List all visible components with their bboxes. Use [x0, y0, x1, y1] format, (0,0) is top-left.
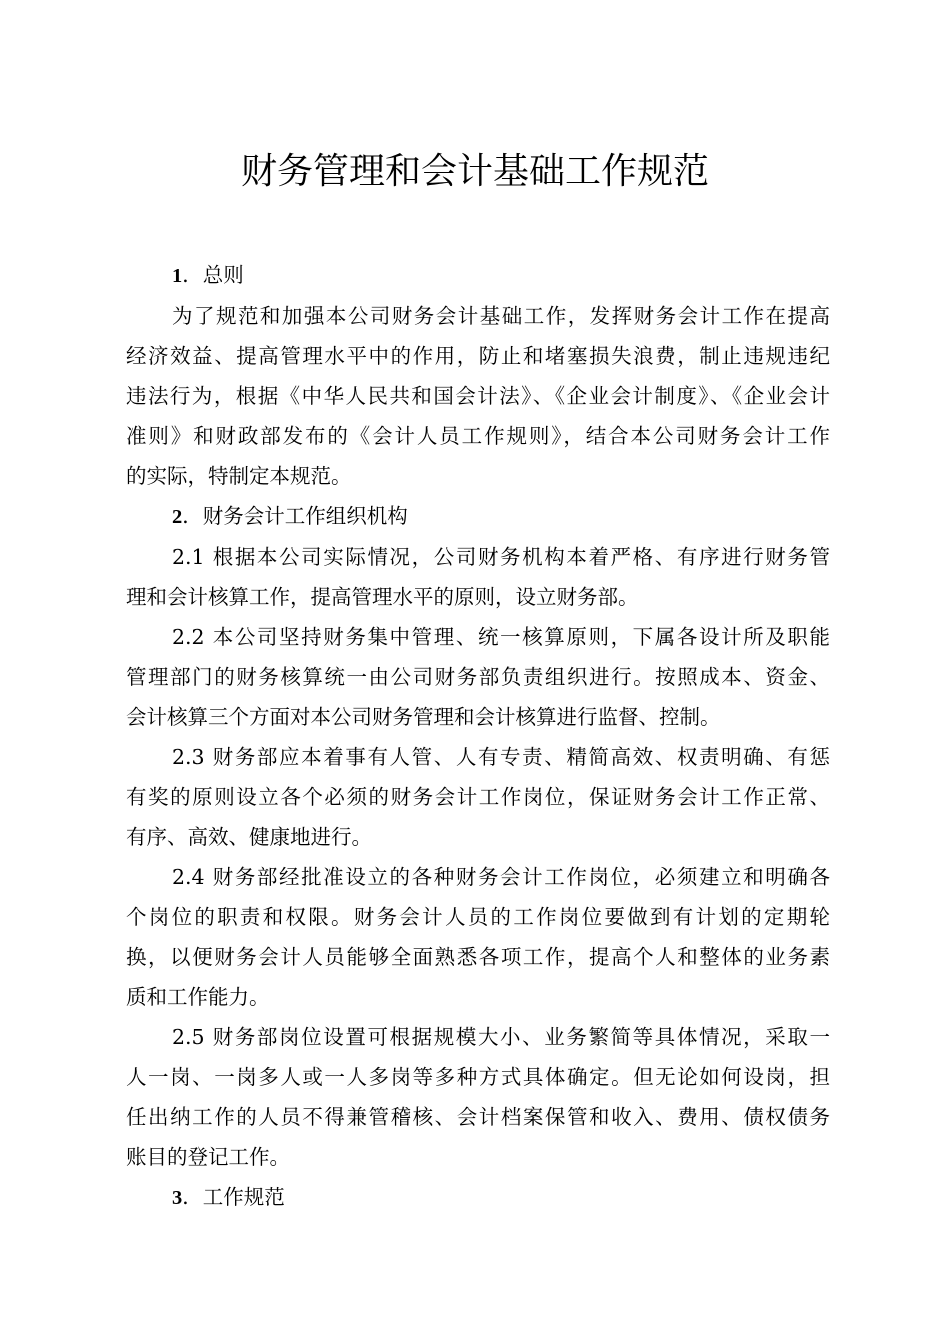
- text-line: 2.4 财务部经批准设立的各种财务会计工作岗位，必须建立和明确各: [172, 865, 830, 889]
- text-line: 任出纳工作的人员不得兼管稽核、会计档案保管和收入、费用、债权债务: [126, 1105, 830, 1129]
- text-line: 有奖的原则设立各个必须的财务会计工作岗位，保证财务会计工作正常、: [126, 785, 830, 809]
- text-line: 2.3 财务部应本着事有人管、人有专责、精简高效、权责明确、有惩: [172, 745, 830, 769]
- section-label: ．工作规范: [182, 1185, 285, 1209]
- text-line: 2.1 根据本公司实际情况，公司财务机构本着严格、有序进行财务管: [172, 545, 830, 569]
- document-body: [126, 255, 830, 1218]
- text-line: 个岗位的职责和权限。财务会计人员的工作岗位要做到有计划的定期轮: [126, 905, 830, 929]
- section-number: 3: [172, 1187, 183, 1209]
- document-title: 财务管理和会计基础工作规范: [240, 151, 709, 192]
- text-line: 违法行为，根据《中华人民共和国会计法》、《企业会计制度》、《企业会计: [126, 384, 830, 408]
- paragraph-2-4: [126, 857, 830, 1017]
- text-line: 准则》和财政部发布的《会计人员工作规则》，结合本公司财务会计工作: [126, 424, 830, 448]
- text-line: 人一岗、一岗多人或一人多岗等多种方式具体确定。但无论如何设岗，担: [126, 1065, 830, 1089]
- paragraph-2-3: [126, 737, 830, 857]
- section-label: ．总则: [182, 263, 244, 287]
- section-heading-3: [126, 1177, 830, 1218]
- paragraph-2-1: [126, 537, 830, 617]
- text-line: 有序、高效、健康地进行。: [126, 825, 372, 849]
- text-line: 会计核算三个方面对本公司财务管理和会计核算进行监督、控制。: [126, 705, 721, 729]
- paragraph-2-2: [126, 617, 830, 737]
- text-line: 质和工作能力。: [126, 985, 270, 1009]
- text-line: 2.2 本公司坚持财务集中管理、统一核算原则，下属各设计所及职能: [172, 625, 830, 649]
- paragraph-2-5: [126, 1017, 830, 1177]
- text-line: 为了规范和加强本公司财务会计基础工作，发挥财务会计工作在提高: [172, 304, 830, 328]
- text-line: 管理部门的财务核算统一由公司财务部负责组织进行。按照成本、资金、: [126, 665, 830, 689]
- paragraph-general: [126, 296, 830, 496]
- text-line: 账目的登记工作。: [126, 1145, 290, 1169]
- section-number: 2: [172, 506, 183, 528]
- text-line: 经济效益、提高管理水平中的作用，防止和堵塞损失浪费，制止违规违纪: [126, 344, 830, 368]
- text-line: 理和会计核算工作，提高管理水平的原则，设立财务部。: [126, 585, 639, 609]
- section-label: ．财务会计工作组织机构: [182, 504, 408, 528]
- section-number: 1: [172, 265, 183, 287]
- text-line: 2.5 财务部岗位设置可根据规模大小、业务繁简等具体情况，采取一: [172, 1025, 830, 1049]
- text-line: 的实际，特制定本规范。: [126, 464, 352, 488]
- section-heading-1: [126, 255, 830, 296]
- section-heading-2: [126, 496, 830, 537]
- text-line: 换，以便财务会计人员能够全面熟悉各项工作，提高个人和整体的业务素: [126, 945, 830, 969]
